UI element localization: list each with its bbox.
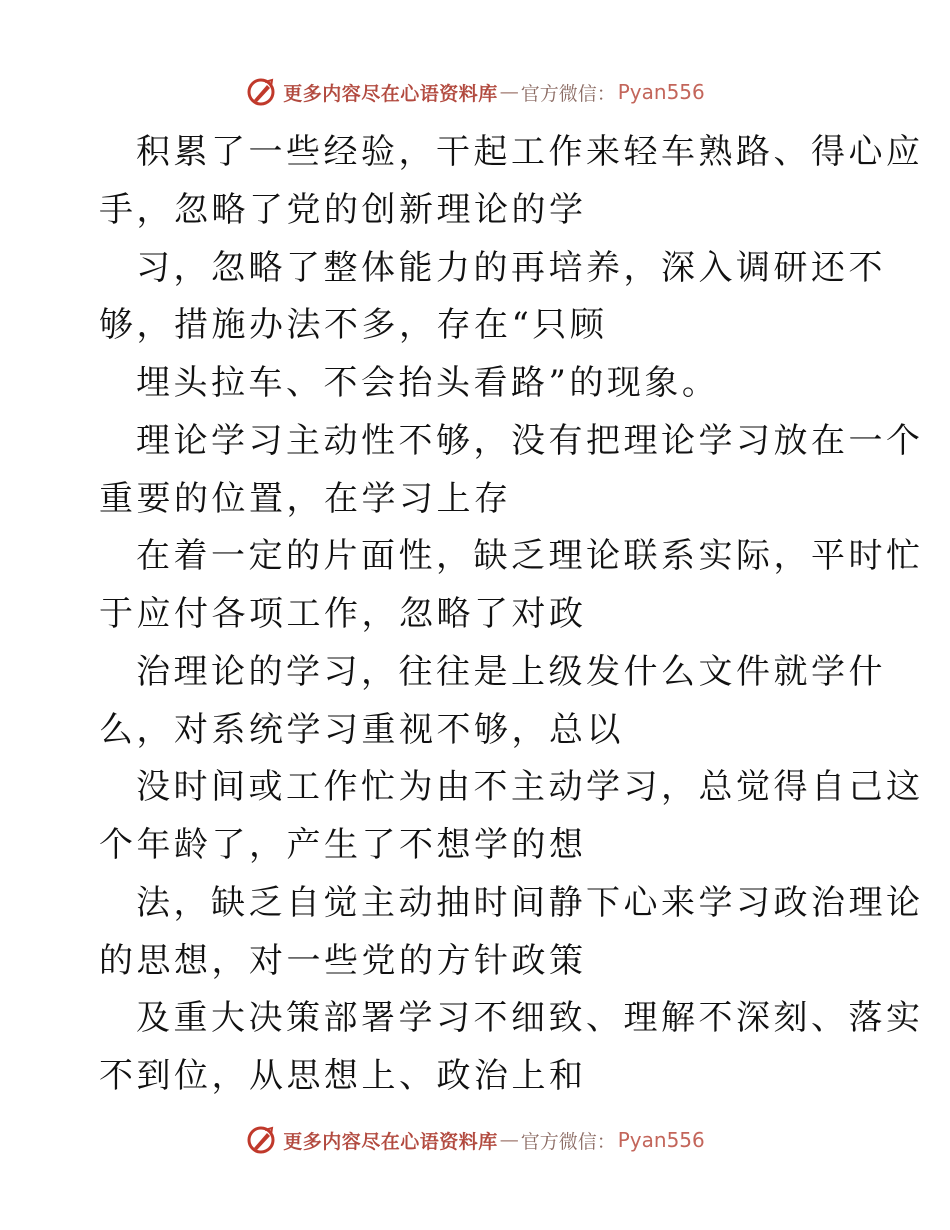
site-name: 更多内容尽在心语资料库 <box>283 82 498 105</box>
separator-dash: — <box>499 1129 519 1151</box>
footer-banner <box>0 1120 950 1160</box>
wechat-id: Pyan556 <box>617 1128 705 1152</box>
text-line: 习，忽略了整体能力的再培养，深入调研还不 <box>136 247 886 288</box>
wechat-label: 官方微信： <box>520 1130 616 1153</box>
wechat-id: Pyan556 <box>617 80 705 104</box>
text-line: 治理论的学习，往往是上级发什么文件就学什 <box>136 651 886 692</box>
separator-dash: — <box>499 81 519 103</box>
text-line: 埋头拉车、不会抬头看路”的现象。 <box>136 363 720 403</box>
text-line: 的思想，对一些党的方针政策 <box>99 940 587 981</box>
text-line: 在着一定的片面性，缺乏理论联系实际，平时忙 <box>136 536 924 577</box>
header-banner <box>0 72 950 112</box>
text-line: 及重大决策部署学习不细致、理解不深刻、落实 <box>136 998 924 1039</box>
text-line: 不到位，从思想上、政治上和 <box>99 1056 587 1096</box>
quill-logo-icon <box>245 76 277 108</box>
wechat-label: 官方微信： <box>520 82 616 105</box>
text-line: 积累了一些经验，干起工作来轻车熟路、得心应 <box>136 132 924 172</box>
text-line: 够，措施办法不多，存在“只顾 <box>99 305 608 346</box>
text-line: 个年龄了，产生了不想学的想 <box>99 825 587 865</box>
text-line: 法，缺乏自觉主动抽时间静下心来学习政治理论 <box>136 882 924 923</box>
text-line: 手，忽略了党的创新理论的学 <box>99 189 587 230</box>
text-line: 没时间或工作忙为由不主动学习，总觉得自己这 <box>136 767 924 808</box>
quill-logo-icon <box>245 1124 277 1156</box>
text-line: 么，对系统学习重视不够，总以 <box>99 709 624 750</box>
document-body <box>99 124 924 1106</box>
text-line: 于应付各项工作，忽略了对政 <box>99 594 587 634</box>
text-line: 理论学习主动性不够，没有把理论学习放在一个 <box>136 420 924 461</box>
site-name: 更多内容尽在心语资料库 <box>283 1130 498 1153</box>
text-line: 重要的位置，在学习上存 <box>99 478 512 519</box>
